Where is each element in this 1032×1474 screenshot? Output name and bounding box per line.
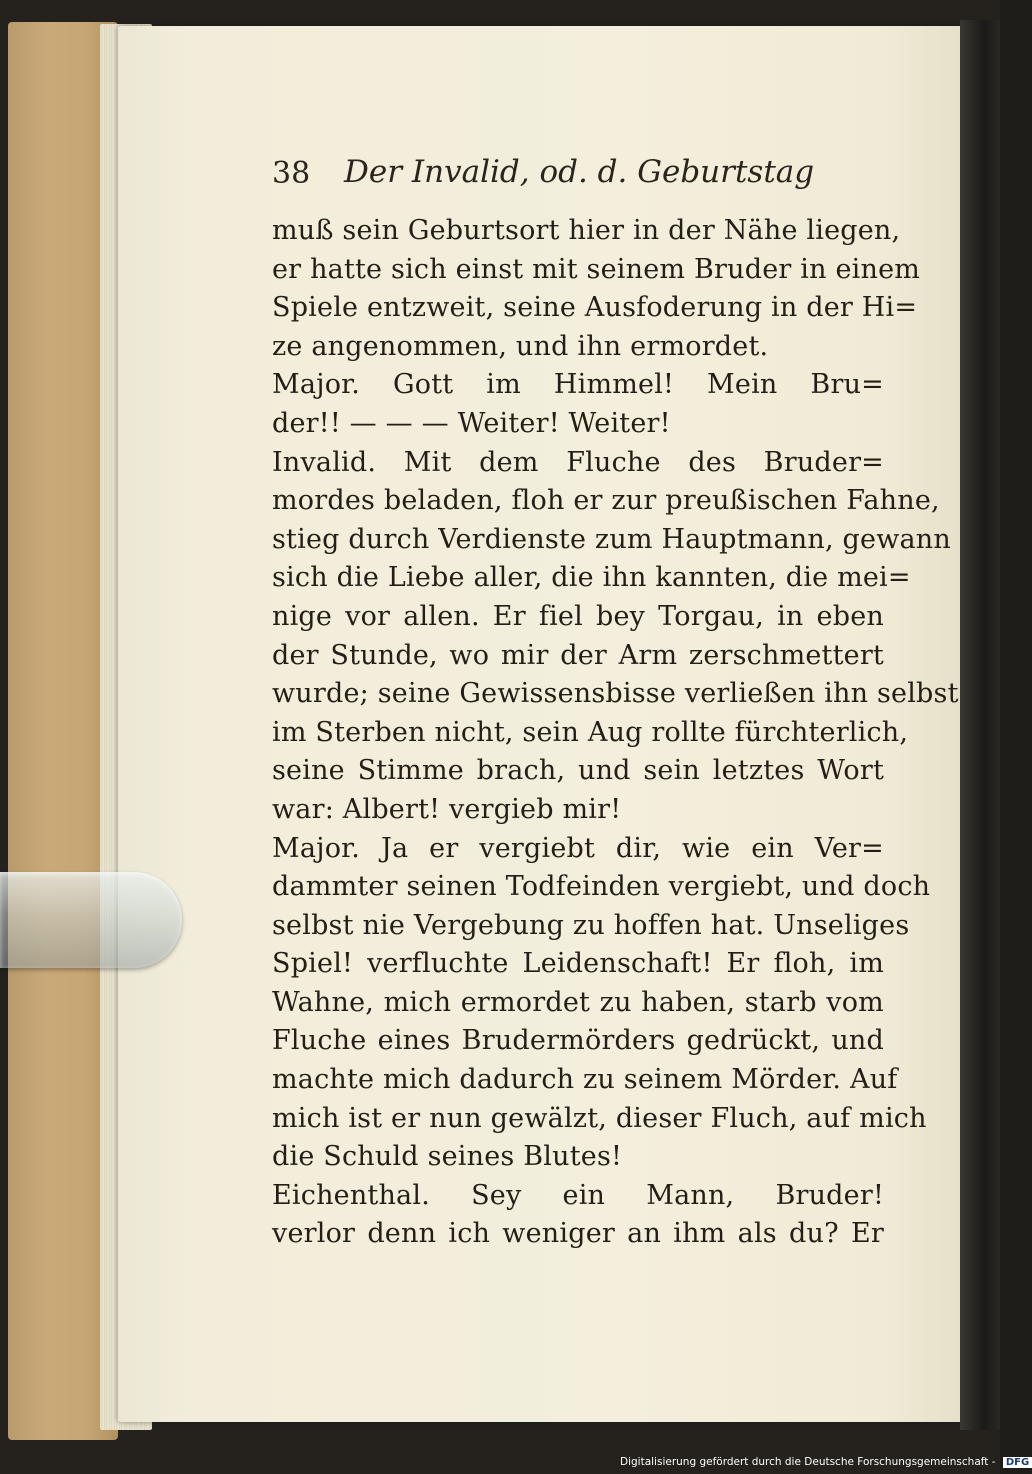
text-line: er hatte sich einst mit seinem Bruder in einem (272, 253, 921, 285)
text-line: Invalid. Mit dem Fluche des Bruder= (272, 446, 884, 478)
text-line: machte mich dadurch zu seinem Mörder. Auf (272, 1064, 898, 1096)
text-line: mordes beladen, floh er zur preußischen Fahne, (272, 485, 940, 517)
text-line: Eichenthal. Sey ein Mann, Bruder! (272, 1179, 884, 1211)
text-line: nige vor allen. Er fiel bey Torgau, in eben (272, 600, 884, 632)
text-line: Fluche eines Brudermörders gedrückt, und (272, 1025, 884, 1057)
text-line: der Stunde, wo mir der Arm zerschmettert (272, 639, 884, 671)
text-line: Wahne, mich ermordet zu haben, starb vom (272, 986, 884, 1018)
text-line: Spiele entzweit, seine Ausfoderung in der Hi= (272, 292, 918, 324)
text-line: Major. Ja er vergiebt dir, wie ein Ver= (272, 832, 884, 864)
text-line: ze angenommen, und ihn ermordet. (272, 330, 769, 362)
text-line: seine Stimme brach, und sein letztes Wort (272, 755, 884, 787)
running-title: Der Invalid, od. d. Geburtstag (344, 154, 815, 190)
text-line: mich ist er nun gewälzt, dieser Fluch, auf mich (272, 1102, 927, 1134)
text-line: selbst nie Vergebung zu hoffen hat. Unseliges (272, 909, 910, 941)
text-line: wurde; seine Gewissensbisse verließen ihn selbst (272, 678, 959, 710)
text-line: war: Albert! vergieb mir! (272, 793, 622, 825)
credit-text: Digitalisierung gefördert durch die Deutsche Forschungsgemeinschaft - (620, 1456, 996, 1468)
glass-page-weight (0, 872, 182, 968)
dfg-logo: DFG (1003, 1457, 1032, 1468)
text-line: muß sein Geburtsort hier in der Nähe liegen, (272, 215, 901, 246)
text-line: dammter seinen Todfeinden vergiebt, und doch (272, 871, 931, 903)
text-line: im Sterben nicht, sein Aug rollte fürchterlich, (272, 716, 909, 748)
page-header (272, 150, 815, 200)
book-right-edge (960, 20, 1000, 1430)
text-line: die Schuld seines Blutes! (272, 1141, 623, 1173)
body-text (272, 212, 959, 1254)
digitization-credit (620, 1456, 1030, 1472)
text-line: sich die Liebe aller, die ihn kannten, die mei= (272, 562, 911, 594)
text-line: Major. Gott im Himmel! Mein Bru= (272, 369, 884, 401)
text-line: Spiel! verfluchte Leidenschaft! Er floh, im (272, 948, 884, 980)
text-line: der!! — — — Weiter! Weiter! (272, 407, 671, 439)
text-line: stieg durch Verdienste zum Hauptmann, gewann (272, 523, 951, 555)
text-line: verlor denn ich weniger an ihm als du? Er (272, 1218, 884, 1250)
page-number: 38 (272, 156, 311, 191)
